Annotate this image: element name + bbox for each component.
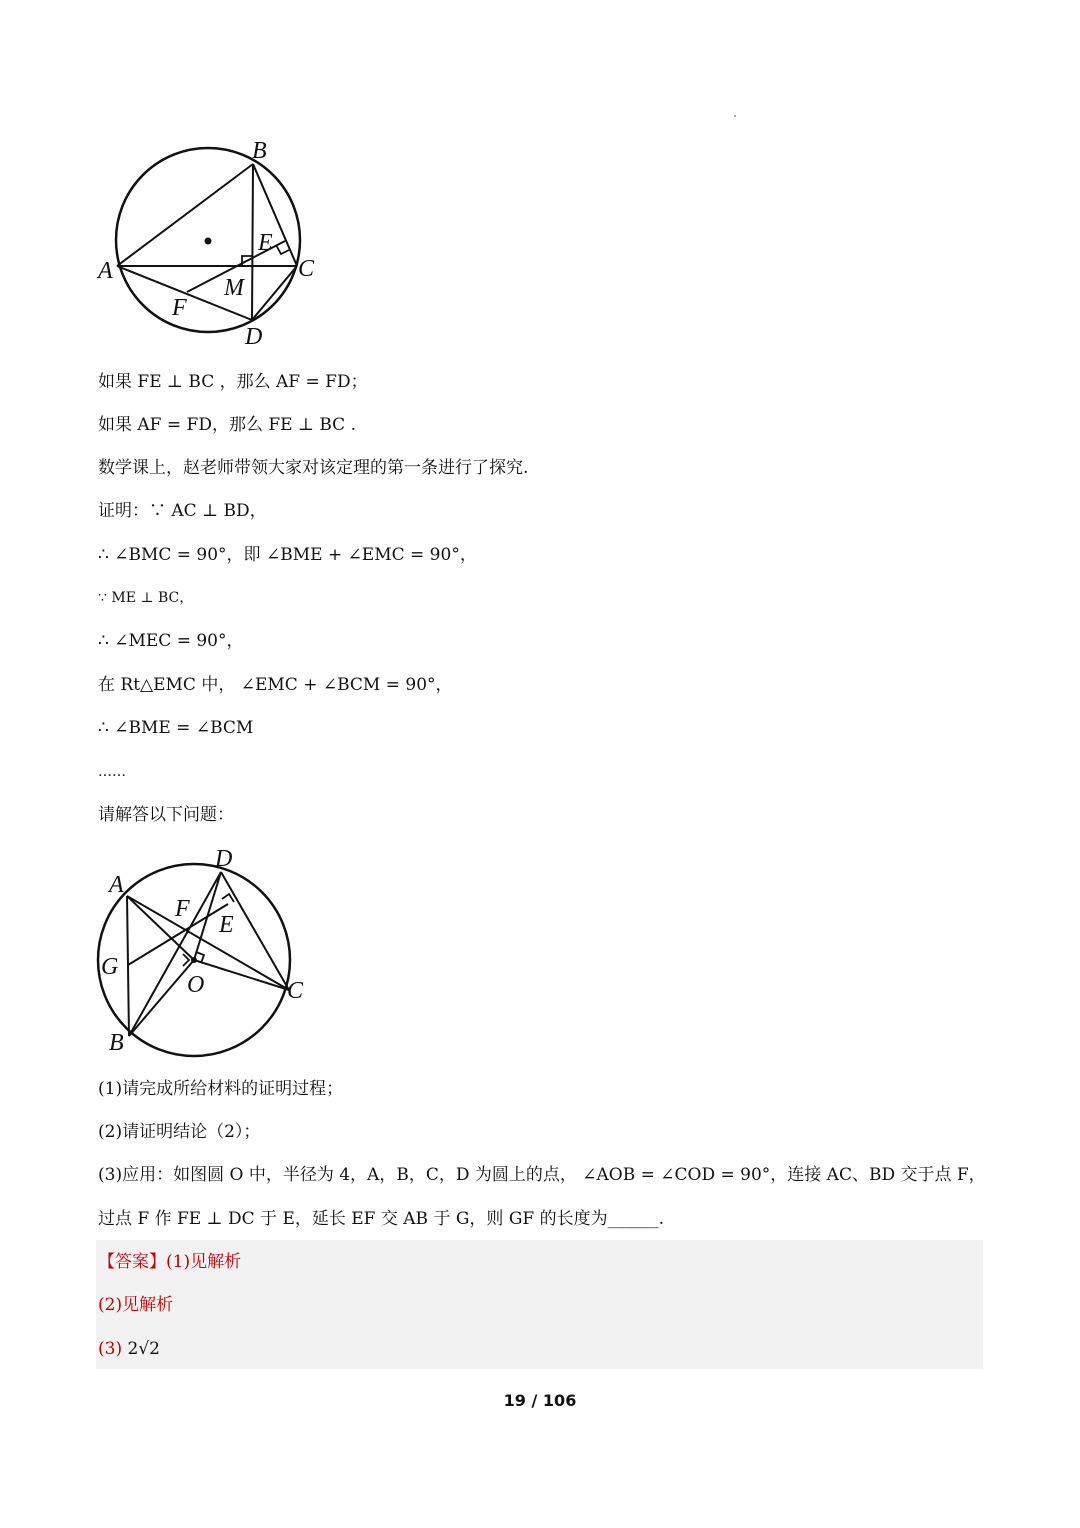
text-line-6: ∵ ME ⊥ BC， [98, 590, 194, 606]
label-C-1: C [298, 256, 315, 282]
right-angle-O-2b [183, 954, 189, 966]
label-M-1: M [224, 275, 244, 301]
question-3-line-2: 过点 F 作 FE ⊥ DC 于 E，延长 EF 交 AB 于 G，则 GF 的长度为______. [98, 1209, 665, 1229]
center-dot-1 [205, 238, 212, 245]
label-D-2: D [215, 846, 233, 872]
label-E-2: E [219, 912, 234, 938]
text-line-7: ∴ ∠MEC = 90°， [98, 631, 244, 651]
text-line-10: …… [98, 764, 126, 780]
label-A-1: A [98, 258, 113, 284]
label-C-2: C [287, 978, 304, 1004]
answer-2: (2)见解析 [98, 1295, 174, 1315]
figure-2-svg [95, 842, 335, 1062]
figure-1-svg [90, 130, 330, 350]
text-line-5: ∴ ∠BMC = 90°，即 ∠BME + ∠EMC = 90°， [98, 545, 477, 565]
figure-2 [95, 842, 335, 1062]
answer-3-value: 2√2 [127, 1339, 160, 1359]
chord-CD [252, 266, 297, 320]
center-dot-2 [191, 957, 197, 963]
label-G-2: G [101, 954, 119, 980]
text-line-1: 如果 FE ⊥ BC ，那么 AF = FD； [98, 372, 368, 392]
label-E-1: E [258, 230, 273, 256]
figure-1 [90, 130, 330, 350]
right-angle-E-2 [222, 894, 234, 902]
answer-1: 【答案】(1)见解析 [98, 1252, 242, 1272]
label-B-2: B [109, 1030, 124, 1056]
label-F-2: F [175, 896, 190, 922]
label-D-1: D [245, 324, 263, 350]
stray-dot [734, 115, 736, 117]
right-angle-E [276, 245, 289, 254]
label-O-2: O [187, 972, 205, 998]
radius-OB [129, 960, 194, 1036]
answer-3-label: (3) [98, 1339, 123, 1359]
answer-3 [98, 1337, 160, 1361]
question-2: (2)请证明结论（2）； [98, 1122, 261, 1142]
text-line-8: 在 Rt△EMC 中， ∠EMC + ∠BCM = 90°， [98, 675, 453, 695]
text-line-3: 数学课上，赵老师带领大家对该定理的第一条进行了探究. [98, 458, 529, 478]
text-line-4: 证明：∵ AC ⊥ BD， [98, 501, 267, 521]
text-line-2: 如果 AF = FD，那么 FE ⊥ BC . [98, 415, 356, 435]
text-line-11: 请解答以下问题： [98, 805, 234, 825]
page-number: 19 / 106 [503, 1391, 577, 1410]
label-A-2: A [109, 872, 124, 898]
label-F-1: F [172, 295, 187, 321]
text-line-9: ∴ ∠BME = ∠BCM [98, 718, 254, 738]
question-1: (1)请完成所给材料的证明过程； [98, 1079, 344, 1099]
question-3-line-1: (3)应用：如图圆 O 中，半径为 4，A，B，C，D 为圆上的点， ∠AOB = ∠COD = 90°，连接 AC、BD 交于点 F， [98, 1165, 986, 1185]
chord-AC-2 [127, 896, 289, 990]
chord-BD [252, 164, 253, 320]
label-B-1: B [252, 138, 267, 164]
chord-AB-2 [127, 896, 129, 1036]
